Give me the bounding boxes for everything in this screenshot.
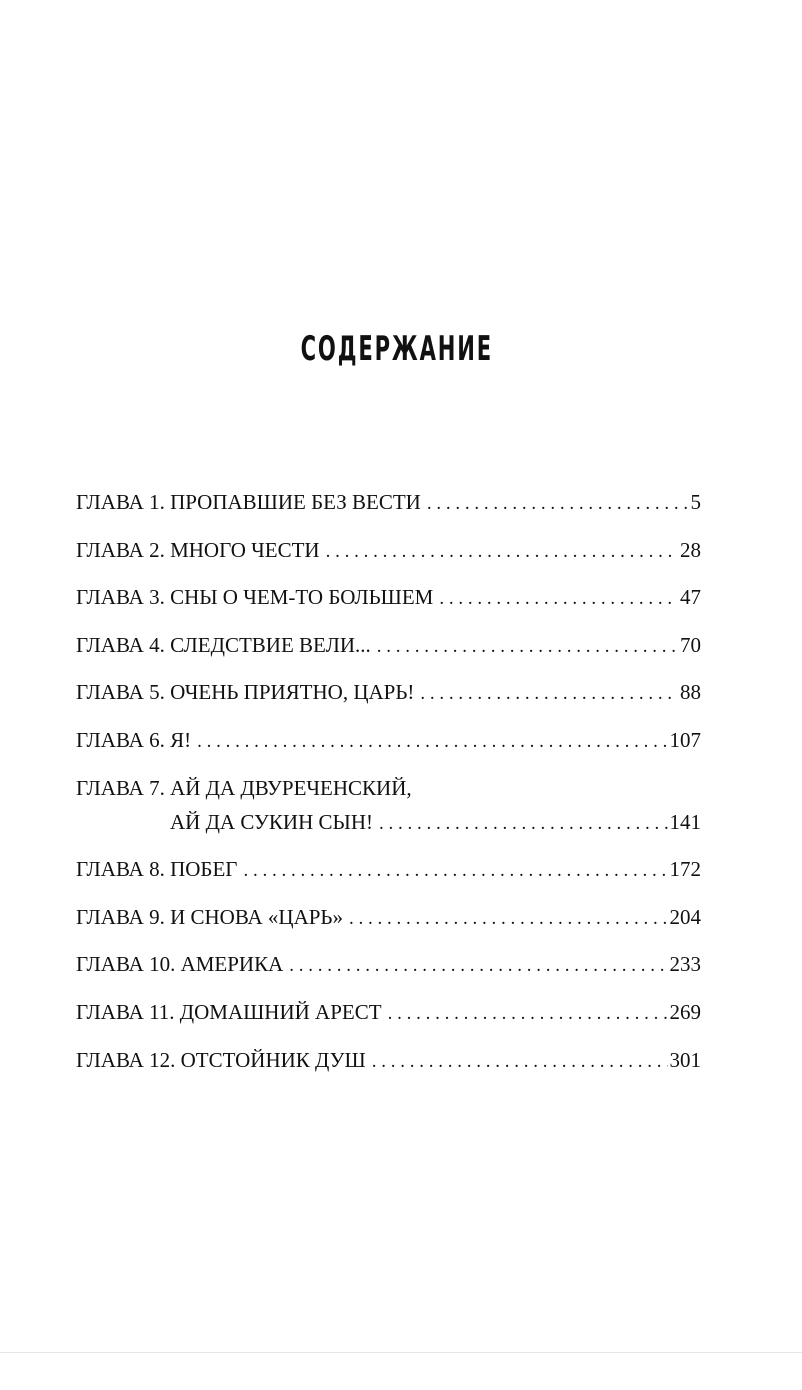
toc-entry-chapter-2 bbox=[76, 531, 701, 579]
toc-entry-page: 301 bbox=[669, 1047, 701, 1072]
toc-entry-chapter-4 bbox=[76, 626, 701, 674]
toc-entry-page: 47 bbox=[680, 585, 701, 610]
toc-entry-first-line bbox=[76, 769, 701, 803]
toc-entry-label: ГЛАВА 5. ОЧЕНЬ ПРИЯТНО, ЦАРЬ! bbox=[76, 680, 415, 705]
toc-entry-label: ГЛАВА 12. ОТСТОЙНИК ДУШ bbox=[76, 1047, 366, 1072]
dot-leader bbox=[379, 805, 668, 843]
toc-entry-page: 107 bbox=[669, 727, 701, 752]
toc-entry-chapter-11 bbox=[76, 993, 701, 1041]
dot-leader bbox=[197, 723, 667, 761]
toc-entry-label-continued: АЙ ДА СУКИН СЫН! bbox=[170, 809, 373, 834]
toc-entry-chapter-6 bbox=[76, 721, 701, 769]
toc-entry-label: ГЛАВА 1. ПРОПАВШИЕ БЕЗ ВЕСТИ bbox=[76, 490, 421, 514]
toc-entry-page: 88 bbox=[680, 680, 701, 705]
dot-leader bbox=[289, 947, 667, 985]
toc-entry-page: 233 bbox=[669, 952, 701, 977]
table-of-contents bbox=[76, 483, 701, 1088]
toc-entry-chapter-7 bbox=[76, 769, 701, 851]
toc-entry-page: 70 bbox=[680, 632, 701, 657]
toc-entry-page: 172 bbox=[669, 857, 701, 882]
toc-entry-chapter-9 bbox=[76, 898, 701, 946]
dot-leader bbox=[326, 533, 678, 571]
dot-leader bbox=[420, 675, 678, 713]
toc-entry-page: 5 bbox=[690, 490, 701, 514]
toc-entry-page: 141 bbox=[669, 809, 701, 834]
toc-entry-chapter-12 bbox=[76, 1041, 701, 1089]
dot-leader bbox=[243, 852, 667, 890]
toc-entry-label: ГЛАВА 7. АЙ ДА ДВУРЕЧЕНСКИЙ, bbox=[76, 775, 412, 800]
toc-entry-page: 204 bbox=[669, 904, 701, 929]
dot-leader bbox=[372, 1043, 668, 1081]
toc-entry-label: ГЛАВА 8. ПОБЕГ bbox=[76, 857, 238, 882]
dot-leader bbox=[377, 628, 678, 666]
toc-entry-chapter-8 bbox=[76, 850, 701, 898]
toc-entry-label: ГЛАВА 11. ДОМАШНИЙ АРЕСТ bbox=[76, 999, 382, 1024]
toc-entry-label: ГЛАВА 3. СНЫ О ЧЕМ-ТО БОЛЬШЕМ bbox=[76, 585, 434, 610]
toc-entry-label: ГЛАВА 4. СЛЕДСТВИЕ ВЕЛИ... bbox=[76, 632, 371, 657]
page-bottom-strip bbox=[0, 1353, 802, 1390]
toc-entry-second-line bbox=[76, 803, 701, 837]
toc-entry-chapter-5 bbox=[76, 673, 701, 721]
toc-entry-label: ГЛАВА 2. МНОГО ЧЕСТИ bbox=[76, 537, 320, 562]
toc-entry-label: ГЛАВА 6. Я! bbox=[76, 727, 192, 752]
toc-entry-label: ГЛАВА 10. АМЕРИКА bbox=[76, 952, 284, 977]
page-title: СОДЕРЖАНИЕ bbox=[300, 329, 494, 369]
toc-entry-page: 269 bbox=[669, 999, 701, 1024]
toc-entry-label: ГЛАВА 9. И СНОВА «ЦАРЬ» bbox=[76, 904, 343, 929]
dot-leader bbox=[388, 995, 668, 1033]
toc-entry-chapter-1 bbox=[76, 483, 701, 531]
dot-leader bbox=[439, 580, 678, 618]
dot-leader bbox=[427, 485, 689, 523]
toc-entry-chapter-3 bbox=[76, 578, 701, 626]
dot-leader bbox=[349, 900, 668, 938]
toc-entry-page: 28 bbox=[680, 537, 701, 562]
toc-entry-chapter-10 bbox=[76, 945, 701, 993]
